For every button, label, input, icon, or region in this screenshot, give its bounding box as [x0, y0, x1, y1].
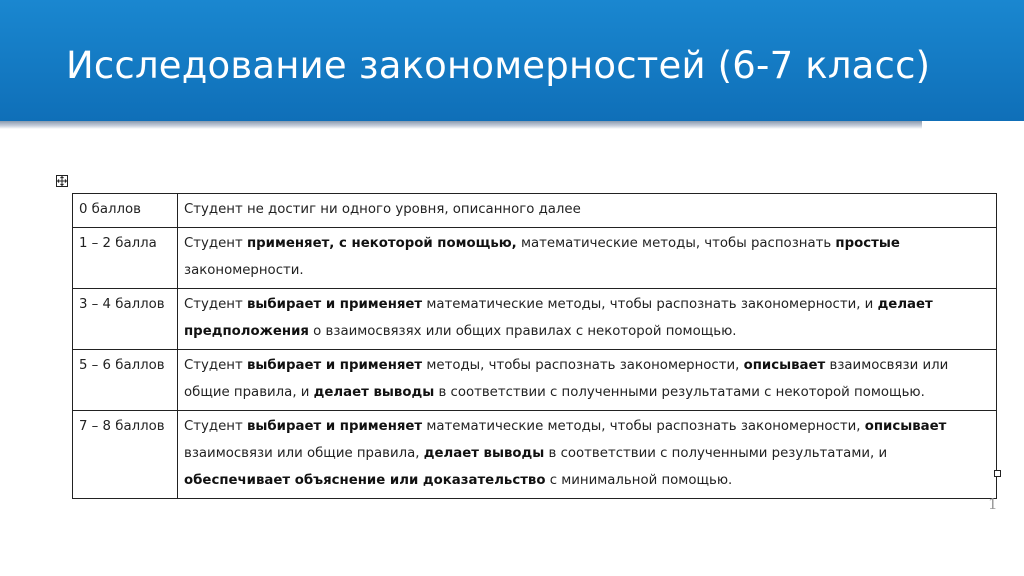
- description-text: математические методы, чтобы распознать закономерности, и: [422, 297, 878, 312]
- description-cell: [178, 289, 997, 350]
- description-emphasis: выбирает и применяет: [246, 419, 423, 434]
- title-banner-shadow: [0, 121, 922, 129]
- page-number: 1: [988, 495, 998, 513]
- description-text: Студент не достиг ни одного уровня, описанного далее: [184, 202, 581, 217]
- description-emphasis: описывает: [743, 358, 826, 373]
- table-move-handle-icon[interactable]: [56, 175, 68, 187]
- description-text: Студент: [184, 358, 247, 373]
- description-text: о взаимосвязях или общих правилах с некоторой помощью.: [308, 324, 737, 339]
- description-cell: [178, 411, 997, 499]
- description-emphasis: делает предположения: [184, 297, 933, 339]
- description-emphasis: делает выводы: [313, 385, 435, 400]
- description-cell: [178, 194, 997, 228]
- score-cell: 7 – 8 баллов: [73, 411, 178, 499]
- description-text: Студент: [184, 419, 247, 434]
- description-emphasis: делает выводы: [423, 446, 545, 461]
- description-emphasis: простые: [835, 236, 900, 251]
- description-text: в соответствии с полученными результатами с некоторой помощью.: [434, 385, 925, 400]
- description-cell: [178, 350, 997, 411]
- description-text: с минимальной помощью.: [545, 473, 733, 488]
- table-row: [73, 350, 997, 411]
- table-row: [73, 194, 997, 228]
- description-text: Студент: [184, 236, 247, 251]
- table-row: [73, 228, 997, 289]
- description-cell: [178, 228, 997, 289]
- description-emphasis: обеспечивает объяснение или доказательство: [184, 473, 546, 488]
- description-text: в соответствии с полученными результатами, и: [544, 446, 888, 461]
- description-text: взаимосвязи или общие правила,: [184, 446, 424, 461]
- description-text: взаимосвязи или общие правила, и: [184, 358, 949, 400]
- score-cell: 3 – 4 баллов: [73, 289, 178, 350]
- table-row: [73, 411, 997, 499]
- description-text: математические методы, чтобы распознать закономерности,: [422, 419, 865, 434]
- slide-title: Исследование закономерностей (6-7 класс): [66, 44, 931, 87]
- score-cell: 5 – 6 баллов: [73, 350, 178, 411]
- description-text: Студент: [184, 297, 247, 312]
- description-emphasis: выбирает и применяет: [246, 297, 423, 312]
- grading-rubric-table: [72, 193, 997, 499]
- table-resize-handle-icon[interactable]: [994, 470, 1001, 477]
- description-text: методы, чтобы распознать закономерности,: [422, 358, 744, 373]
- description-emphasis: описывает: [864, 419, 947, 434]
- table-row: [73, 289, 997, 350]
- score-cell: 1 – 2 балла: [73, 228, 178, 289]
- description-text: закономерности.: [184, 263, 304, 278]
- description-emphasis: применяет, с некоторой помощью,: [246, 236, 517, 251]
- score-cell: 0 баллов: [73, 194, 178, 228]
- rubric-body: [73, 194, 997, 499]
- description-text: математические методы, чтобы распознать: [516, 236, 836, 251]
- title-banner: [0, 0, 1024, 121]
- description-emphasis: выбирает и применяет: [246, 358, 423, 373]
